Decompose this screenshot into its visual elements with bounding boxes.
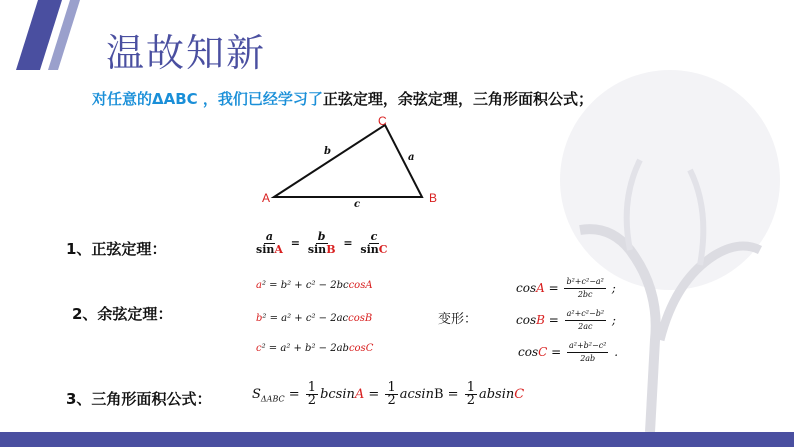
cosine-law-label: 2、余弦定理： (72, 305, 173, 323)
footer-bar (0, 432, 794, 447)
cos-c-formula: cosC = $\frac{\text{a²+b²−c²}}{2ab}$ . (518, 341, 619, 363)
area-formula: $S_{\Delta ABC}$ = $\frac{1}{2}$ bcsinA = $\frac{1}{2}$ acsinB = $\frac{1}{2}$ absinC (252, 380, 525, 408)
intro-sentence (92, 88, 593, 109)
transform-label: 变形： (438, 312, 478, 327)
cosine-law-c: c² = a² + b² − 2abcosC (256, 343, 374, 354)
area-formula-label: 3、三角形面积公式： (66, 390, 212, 408)
sine-law-formula: $\frac{a}{\sin A}$ = $\frac{b}{\sin B}$ = $\frac{c}{\sin C}$ (256, 230, 388, 256)
vertex-b: B (429, 191, 438, 205)
cosine-law-b: b² = a² + c² − 2accosB (256, 313, 373, 324)
intro-law-sine: 正弦定理 (322, 90, 383, 108)
cosine-law-a: a² = b² + c² − 2bccosA (256, 280, 373, 291)
triangle-figure (250, 110, 450, 215)
side-c-label: c (354, 199, 361, 210)
page-title: 温故知新 (106, 31, 267, 75)
side-a-label: a (408, 152, 415, 163)
intro-law-area: 三角形面积公式； (472, 90, 593, 108)
intro-separator: ， (382, 90, 398, 108)
cos-b-formula: cosB = $\frac{\text{a²+c²−b²}}{2ac}$ ; (516, 309, 616, 331)
triangle-abc (274, 125, 422, 197)
side-b-label: b (324, 146, 331, 157)
vertex-a: A (262, 191, 271, 205)
intro-prefix: 对任意的ΔABC ，我们已经学习了 (92, 90, 323, 108)
intro-law-cosine: 余弦定理 (397, 90, 458, 108)
intro-separator: ， (457, 90, 473, 108)
banner-decoration (0, 0, 100, 80)
vertex-c: C (378, 114, 387, 128)
sine-law-label: 1、正弦定理： (66, 240, 167, 258)
cos-a-formula: cosA = $\frac{\text{b²+c²−a²}}{2bc}$ ; (516, 277, 616, 299)
